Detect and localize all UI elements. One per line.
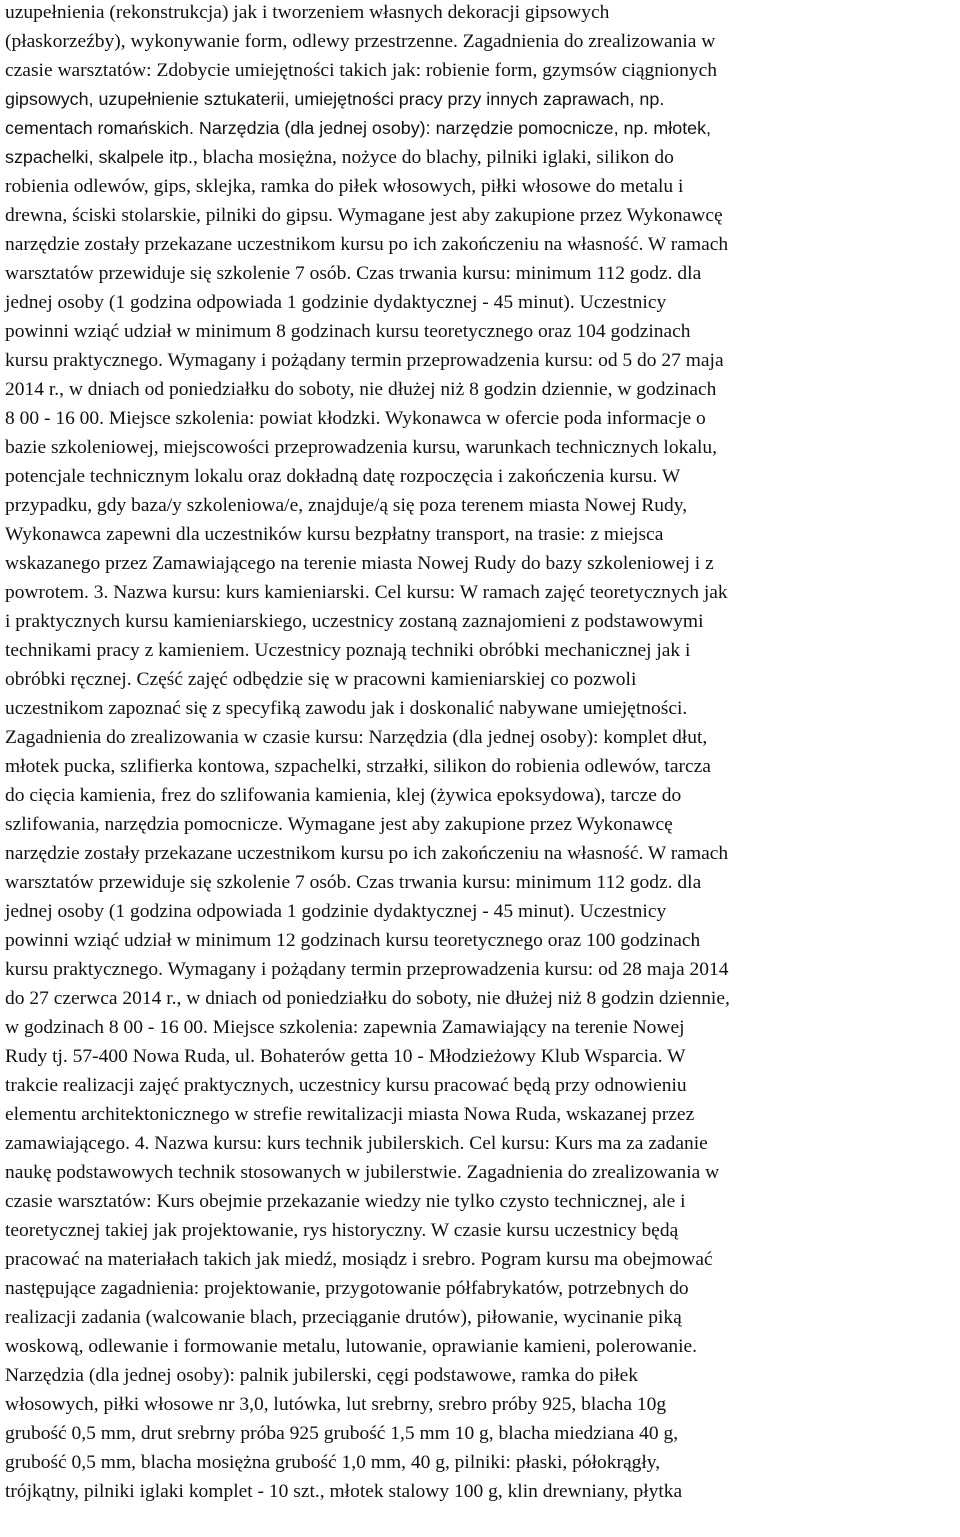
text-line: zamawiającego. 4. Nazwa kursu: kurs technik jubilerskich. Cel kursu: Kurs ma za zadanie — [5, 1133, 708, 1154]
text-line: Zagadnienia do zrealizowania w czasie kursu: Narzędzia (dla jednej osoby): komplet dłut, — [5, 727, 708, 748]
text-line: naukę podstawowych technik stosowanych w jubilerstwie. Zagadnienia do zrealizowania w — [5, 1162, 720, 1183]
document-page — [5, 0, 960, 1506]
text-line: drewna, ściski stolarskie, pilniki do gipsu. Wymagane jest aby zakupione przez Wykonawcę — [5, 205, 723, 226]
text-line: powrotem. 3. Nazwa kursu: kurs kamieniarski. Cel kursu: W ramach zajęć teoretycznych jak — [5, 582, 728, 603]
text-line: warsztatów przewiduje się szkolenie 7 osób. Czas trwania kursu: minimum 112 godz. dla — [5, 872, 702, 893]
text-line: obróbki ręcznej. Część zajęć odbędzie się w pracowni kamieniarskiej co pozwoli — [5, 669, 637, 690]
text-line — [5, 143, 960, 172]
text-line: kursu praktycznego. Wymagany i pożądany termin przeprowadzenia kursu: od 28 maja 2014 — [5, 959, 729, 980]
text-line: robienia odlewów, gips, sklejka, ramka do piłek włosowych, piłki włosowe do metalu i — [5, 176, 684, 197]
text-line: narzędzie zostały przekazane uczestnikom kursu po ich zakończeniu na własność. W ramach — [5, 234, 729, 255]
text-line: realizacji zadania (walcowanie blach, przeciąganie drutów), piłowanie, wycinanie piką — [5, 1307, 682, 1328]
text-line: powinni wziąć udział w minimum 12 godzinach kursu teoretycznego oraz 100 godzinach — [5, 930, 701, 951]
text-line: 8 00 - 16 00. Miejsce szkolenia: powiat kłodzki. Wykonawca w ofercie poda informacje o — [5, 408, 706, 429]
text-line: wskazanego przez Zamawiającego na terenie miasta Nowej Rudy do bazy szkoleniowej i z — [5, 553, 714, 574]
text-span: , blacha mosiężna, nożyce do blachy, pilniki iglaki, silikon do — [192, 147, 674, 168]
text-line: powinni wziąć udział w minimum 8 godzinach kursu teoretycznego oraz 104 godzinach — [5, 321, 691, 342]
text-line: trakcie realizacji zajęć praktycznych, uczestnicy kursu pracować będą przy odnowieniu — [5, 1075, 687, 1096]
text-line: czasie warsztatów: Zdobycie umiejętności takich jak: robienie form, gzymsów ciągnionych — [5, 60, 718, 81]
text-line: technikami pracy z kamieniem. Uczestnicy poznają techniki obróbki mechanicznej jak i — [5, 640, 691, 661]
text-line: przypadku, gdy baza/y szkoleniowa/e, znajduje/ą się poza terenem miasta Nowej Rudy, — [5, 495, 688, 516]
text-line — [5, 85, 960, 114]
text-line: Rudy tj. 57-400 Nowa Ruda, ul. Bohaterów getta 10 - Młodzieżowy Klub Wsparcia. W — [5, 1046, 686, 1067]
text-line: jednej osoby (1 godzina odpowiada 1 godzinie dydaktycznej - 45 minut). Uczestnicy — [5, 901, 667, 922]
text-line: bazie szkoleniowej, miejscowości przeprowadzenia kursu, warunkach technicznych lokalu, — [5, 437, 717, 458]
text-line: trójkątny, pilniki iglaki komplet - 10 szt., młotek stalowy 100 g, klin drewniany, płytka — [5, 1481, 683, 1502]
text-line: grubość 0,5 mm, drut srebrny próba 925 grubość 1,5 mm 10 g, blacha miedziana 40 g, — [5, 1423, 679, 1444]
text-line: woskową, odlewanie i formowanie metalu, lutowanie, oprawianie kamieni, polerowanie. — [5, 1336, 698, 1357]
text-line: jednej osoby (1 godzina odpowiada 1 godzinie dydaktycznej - 45 minut). Uczestnicy — [5, 292, 667, 313]
text-line: uczestnikom zapoznać się z specyfiką zawodu jak i doskonalić nabywane umiejętności. — [5, 698, 688, 719]
text-line: potencjale technicznym lokalu oraz dokładną datę rozpoczęcia i zakończenia kursu. W — [5, 466, 681, 487]
text-line: (płaskorzeźby), wykonywanie form, odlewy przestrzenne. Zagadnienia do zrealizowania w — [5, 31, 716, 52]
text-line: uzupełnienia (rekonstrukcja) jak i tworzeniem własnych dekoracji gipsowych — [5, 2, 610, 23]
text-line: grubość 0,5 mm, blacha mosiężna grubość 1,0 mm, 40 g, pilniki: płaski, półokrągły, — [5, 1452, 661, 1473]
text-span-sans: cementach romańskich. Narzędzia (dla jednej osoby): narzędzie pomocnicze, np. młotek, — [5, 118, 712, 138]
text-line: narzędzie zostały przekazane uczestnikom kursu po ich zakończeniu na własność. W ramach — [5, 843, 729, 864]
text-span-sans: szpachelki, skalpele itp. — [5, 147, 193, 167]
text-line: w godzinach 8 00 - 16 00. Miejsce szkolenia: zapewnia Zamawiający na terenie Nowej — [5, 1017, 685, 1038]
text-line: Narzędzia (dla jednej osoby): palnik jubilerski, cęgi podstawowe, ramka do piłek — [5, 1365, 639, 1386]
text-line: 2014 r., w dniach od poniedziałku do soboty, nie dłużej niż 8 godzin dziennie, w godzinach — [5, 379, 717, 400]
text-line: Wykonawca zapewni dla uczestników kursu bezpłatny transport, na trasie: z miejsca — [5, 524, 664, 545]
text-line: warsztatów przewiduje się szkolenie 7 osób. Czas trwania kursu: minimum 112 godz. dla — [5, 263, 702, 284]
text-line: następujące zagadnienia: projektowanie, przygotowanie półfabrykatów, potrzebnych do — [5, 1278, 689, 1299]
text-line — [5, 114, 960, 143]
text-span-sans: gipsowych, uzupełnienie sztukaterii, umiejętności pracy przy innych zaprawach, np. — [5, 89, 665, 109]
text-line: czasie warsztatów: Kurs obejmie przekazanie wiedzy nie tylko czysto technicznej, ale i — [5, 1191, 686, 1212]
text-line: włosowych, piłki włosowe nr 3,0, lutówka, lut srebrny, srebro próby 925, blacha 10g — [5, 1394, 667, 1415]
text-line: szlifowania, narzędzia pomocnicze. Wymagane jest aby zakupione przez Wykonawcę — [5, 814, 673, 835]
text-line: do 27 czerwca 2014 r., w dniach od poniedziałku do soboty, nie dłużej niż 8 godzin dziennie, — [5, 988, 730, 1009]
text-line: pracować na materiałach takich jak miedź, mosiądz i srebro. Pogram kursu ma obejmować — [5, 1249, 713, 1270]
text-line: kursu praktycznego. Wymagany i pożądany termin przeprowadzenia kursu: od 5 do 27 maja — [5, 350, 724, 371]
text-line: elementu architektonicznego w strefie rewitalizacji miasta Nowa Ruda, wskazanej przez — [5, 1104, 695, 1125]
text-line: młotek pucka, szlifierka kontowa, szpachelki, strzałki, silikon do robienia odlewów, tarcza — [5, 756, 711, 777]
text-line: do cięcia kamienia, frez do szlifowania kamienia, klej (żywica epoksydowa), tarcze do — [5, 785, 682, 806]
text-line: teoretycznej takiej jak projektowanie, rys historyczny. W czasie kursu uczestnicy będą — [5, 1220, 679, 1241]
text-line: i praktycznych kursu kamieniarskiego, uczestnicy zostaną zaznajomieni z podstawowymi — [5, 611, 704, 632]
